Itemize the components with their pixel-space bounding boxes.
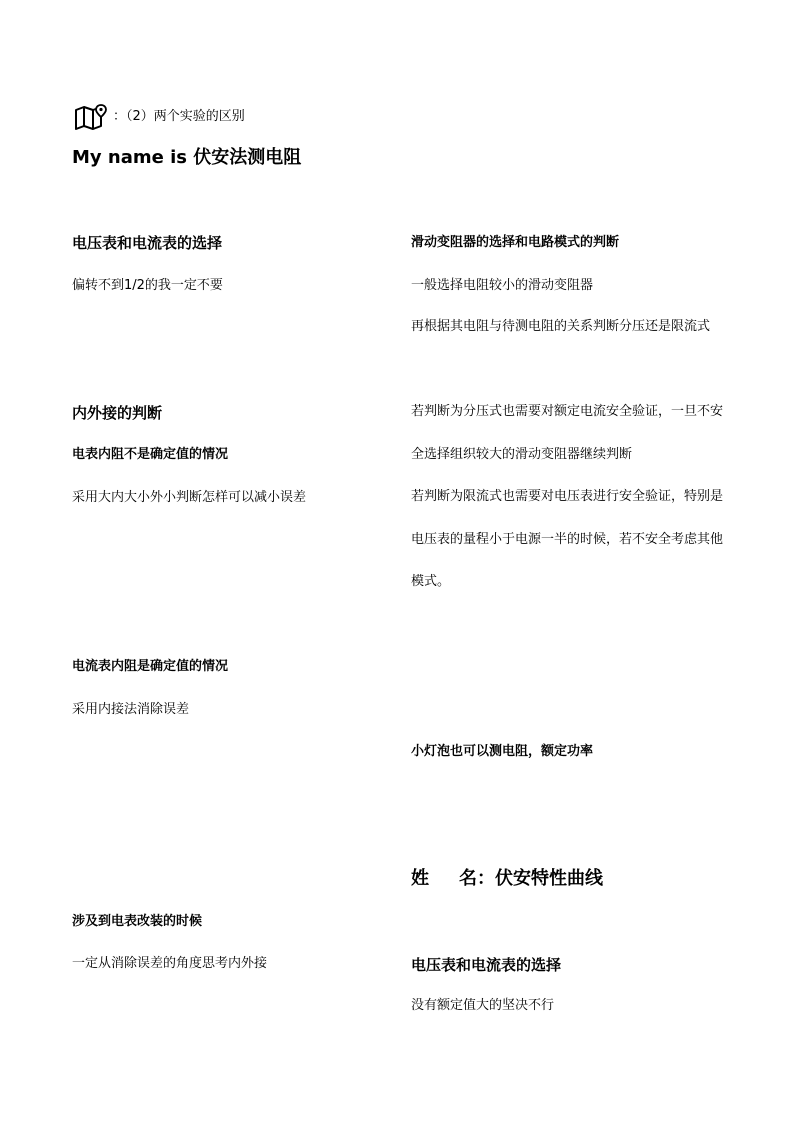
case2-text: 采用内接法消除误差 xyxy=(72,702,190,717)
rheostat-line1: 一般选择电阻较小的滑动变阻器 xyxy=(411,278,594,293)
page-title: My name is 伏安法测电阻 xyxy=(72,147,302,168)
map-icon xyxy=(73,104,107,130)
rheostat-heading: 滑动变阻器的选择和电路模式的判断 xyxy=(411,235,620,250)
name-label-second: 名： xyxy=(459,868,495,889)
meter-choice2-heading: 电压表和电流表的选择 xyxy=(411,956,562,974)
section-label: ：（2）两个实验的区别 xyxy=(113,109,245,124)
case2-heading: 电流表内阻是确定值的情况 xyxy=(72,659,229,674)
name-value: 伏安特性曲线 xyxy=(495,868,603,889)
meter-choice-heading: 电压表和电流表的选择 xyxy=(72,234,223,252)
rheostat-para2: 若判断为分压式也需要对额定电流安全验证，一旦不安全选择组织较大的滑动变阻器继续判断 xyxy=(411,404,724,462)
name-heading xyxy=(411,866,603,892)
case1-heading: 电表内阻不是确定值的情况 xyxy=(72,447,229,462)
bulb-heading: 小灯泡也可以测电阻，额定功率 xyxy=(411,744,594,759)
case1-text: 采用大内大小外小判断怎样可以减小误差 xyxy=(72,490,307,505)
modification-text: 一定从消除误差的角度思考内外接 xyxy=(72,956,268,971)
inner-outer-heading: 内外接的判断 xyxy=(72,404,163,422)
meter-choice2-text: 没有额定值大的坚决不行 xyxy=(411,998,555,1013)
rheostat-para1: 再根据其电阻与待测电阻的关系判断分压还是限流式 xyxy=(411,319,711,334)
meter-choice-text: 偏转不到1/2的我一定不要 xyxy=(72,278,223,293)
modification-heading: 涉及到电表改装的时候 xyxy=(72,914,203,929)
rheostat-para3: 若判断为限流式也需要对电压表进行安全验证，特别是电压表的量程小于电源一半的时候，若不安全考虑其他模式。 xyxy=(411,489,724,589)
name-label-first: 姓 xyxy=(411,868,429,889)
